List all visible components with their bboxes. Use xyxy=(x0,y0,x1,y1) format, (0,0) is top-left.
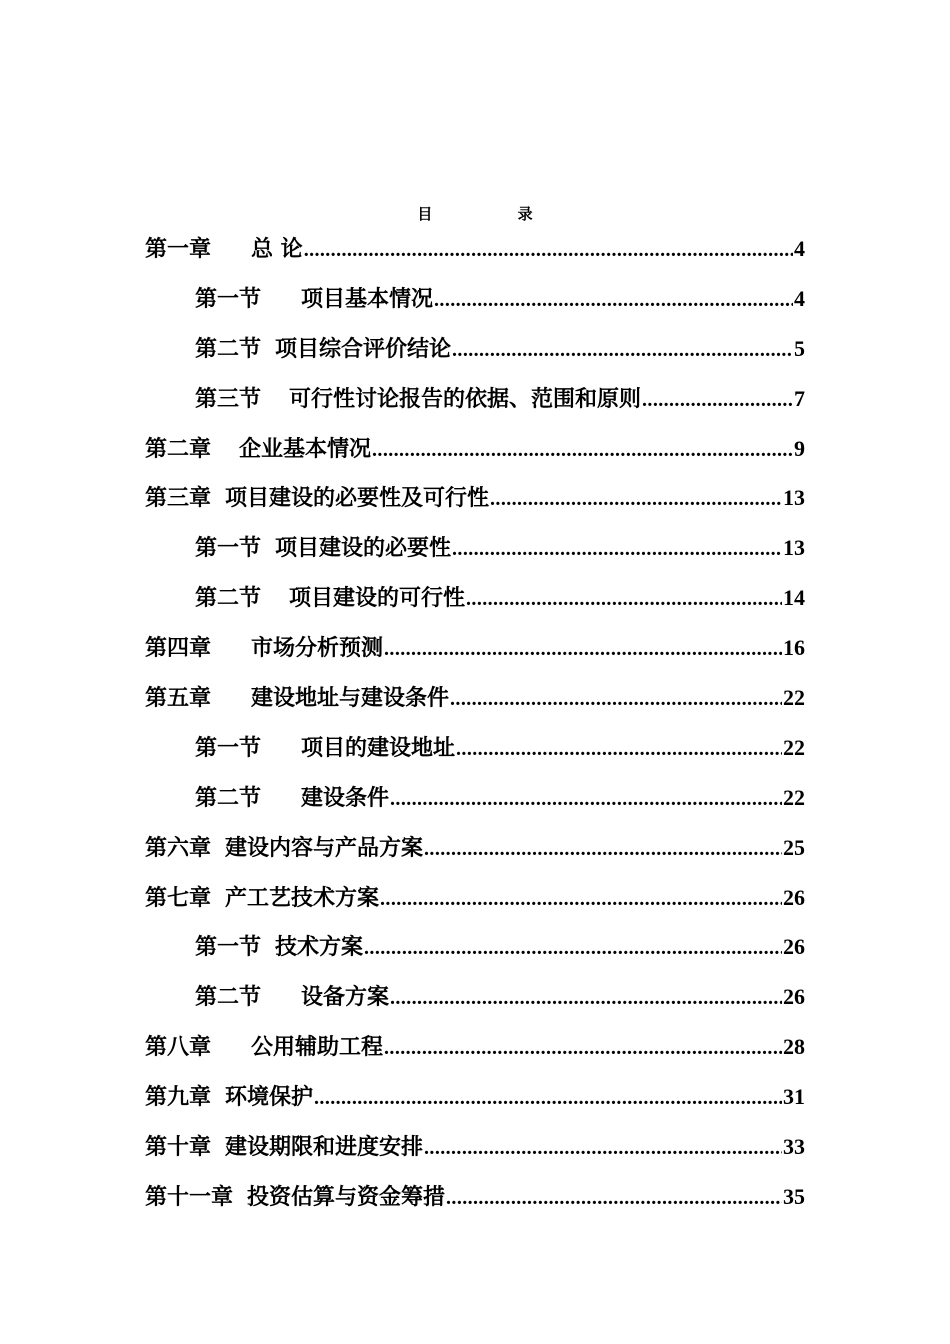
toc-entry[interactable] xyxy=(145,473,805,523)
toc-entry-title: 建设期限和进度安排 xyxy=(225,1134,424,1161)
toc-entry-page: 26 xyxy=(783,934,805,960)
toc-entry[interactable] xyxy=(145,1122,805,1172)
toc-entry[interactable] xyxy=(145,623,805,673)
toc-entry-number: 第二节 xyxy=(195,784,262,811)
toc-entry-title: 设备方案 xyxy=(301,984,390,1011)
toc-entry-title: 建设地址与建设条件 xyxy=(251,685,450,712)
toc-entry[interactable] xyxy=(145,873,805,923)
toc-entry[interactable] xyxy=(145,324,805,374)
toc-entry[interactable] xyxy=(145,1172,805,1222)
toc-entry-number: 第一节 xyxy=(195,285,262,312)
dot-leader xyxy=(452,525,782,573)
toc-entry-number: 第八章 xyxy=(145,1034,212,1061)
toc-entry-page: 16 xyxy=(783,635,805,661)
toc-entry-page: 28 xyxy=(783,1034,805,1060)
toc-entry-page: 7 xyxy=(794,385,805,411)
toc-entry-title: 投资估算与资金筹措 xyxy=(247,1183,446,1210)
toc-entry-page: 9 xyxy=(794,435,805,461)
toc-entry-number: 第一章 xyxy=(145,236,212,262)
dot-leader xyxy=(424,1124,782,1172)
toc-entry[interactable] xyxy=(145,922,805,972)
toc-entry-number: 第一节 xyxy=(195,734,262,761)
toc-entry-title: 产工艺技术方案 xyxy=(225,884,380,911)
dot-leader xyxy=(490,475,782,523)
toc-entry-number: 第五章 xyxy=(145,685,212,712)
toc-entry-page: 31 xyxy=(783,1084,805,1110)
toc-entry[interactable] xyxy=(145,773,805,823)
toc-entry-title: 技术方案 xyxy=(275,934,364,961)
toc-entry-number: 第二节 xyxy=(195,984,262,1011)
toc-entry-page: 14 xyxy=(783,585,805,611)
toc-entry-title: 市场分析预测 xyxy=(251,635,384,662)
toc-entry[interactable] xyxy=(145,374,805,424)
toc-entry-page: 4 xyxy=(794,236,805,261)
toc-entry-title: 项目基本情况 xyxy=(301,285,434,312)
toc-entry-number: 第九章 xyxy=(145,1084,212,1111)
toc-entry[interactable] xyxy=(145,823,805,873)
toc-entry-number: 第十一章 xyxy=(145,1183,234,1210)
toc-entry-number: 第二节 xyxy=(195,335,262,362)
dot-leader xyxy=(452,326,793,374)
toc-entry-number: 第一节 xyxy=(195,934,262,961)
toc-entry-page: 35 xyxy=(783,1183,805,1209)
toc-entry-page: 22 xyxy=(783,734,805,760)
toc-entry-title: 项目综合评价结论 xyxy=(275,335,452,362)
dot-leader xyxy=(364,924,782,972)
toc-entry[interactable] xyxy=(145,424,805,474)
toc-entry-title: 公用辅助工程 xyxy=(251,1034,384,1061)
toc-entry-title: 可行性讨论报告的依据、范围和原则 xyxy=(289,385,642,412)
toc-entry-page: 33 xyxy=(783,1134,805,1160)
toc-entry-page: 13 xyxy=(783,485,805,511)
toc-entry-number: 第二章 xyxy=(145,435,212,462)
toc-entry-title: 项目建设的可行性 xyxy=(289,585,466,612)
toc-entry[interactable] xyxy=(145,274,805,324)
toc-entry[interactable] xyxy=(145,1072,805,1122)
dot-leader xyxy=(384,625,782,673)
dot-leader xyxy=(390,775,782,823)
toc-title: 目 录 xyxy=(417,205,573,223)
toc-entry-number: 第三章 xyxy=(145,485,212,512)
toc-entry[interactable] xyxy=(145,972,805,1022)
toc-entry-title: 建设条件 xyxy=(301,784,390,811)
dot-leader xyxy=(450,675,782,723)
dot-leader xyxy=(456,725,782,773)
dot-leader xyxy=(372,426,793,474)
toc-entry-page: 26 xyxy=(783,984,805,1010)
toc-entry-page: 22 xyxy=(783,685,805,711)
toc-entry-title: 总 论 xyxy=(251,236,303,262)
toc-entry-page: 5 xyxy=(794,335,805,361)
toc-entry[interactable] xyxy=(145,573,805,623)
toc-entry-title: 企业基本情况 xyxy=(239,435,372,462)
toc-entry[interactable] xyxy=(145,224,805,274)
toc-entry-title: 项目的建设地址 xyxy=(301,734,456,761)
toc-entry-page: 13 xyxy=(783,535,805,561)
dot-leader xyxy=(642,376,793,424)
toc-entry-title: 环境保护 xyxy=(225,1084,314,1111)
dot-leader xyxy=(314,1074,782,1122)
toc-entry-page: 4 xyxy=(794,285,805,311)
toc-entry-number: 第四章 xyxy=(145,635,212,662)
table-of-contents xyxy=(145,224,805,1222)
toc-entry-page: 26 xyxy=(783,884,805,910)
toc-entry[interactable] xyxy=(145,523,805,573)
toc-entry-number: 第七章 xyxy=(145,884,212,911)
dot-leader xyxy=(390,974,782,1022)
toc-entry-title: 建设内容与产品方案 xyxy=(225,834,424,861)
dot-leader xyxy=(304,226,793,274)
dot-leader xyxy=(446,1174,782,1222)
dot-leader xyxy=(380,875,782,923)
toc-entry-page: 22 xyxy=(783,784,805,810)
toc-entry-number: 第三节 xyxy=(195,385,262,412)
dot-leader xyxy=(434,276,793,324)
toc-entry-number: 第二节 xyxy=(195,585,262,612)
toc-entry-page: 25 xyxy=(783,834,805,860)
toc-entry-title: 项目建设的必要性及可行性 xyxy=(225,485,490,512)
dot-leader xyxy=(466,575,782,623)
toc-entry[interactable] xyxy=(145,673,805,723)
toc-entry-number: 第十章 xyxy=(145,1134,212,1161)
dot-leader xyxy=(424,825,782,873)
dot-leader xyxy=(384,1024,782,1072)
toc-entry-number: 第一节 xyxy=(195,535,262,562)
toc-entry-title: 项目建设的必要性 xyxy=(275,535,452,562)
toc-entry-number: 第六章 xyxy=(145,834,212,861)
toc-entry[interactable] xyxy=(145,1022,805,1072)
toc-entry[interactable] xyxy=(145,723,805,773)
